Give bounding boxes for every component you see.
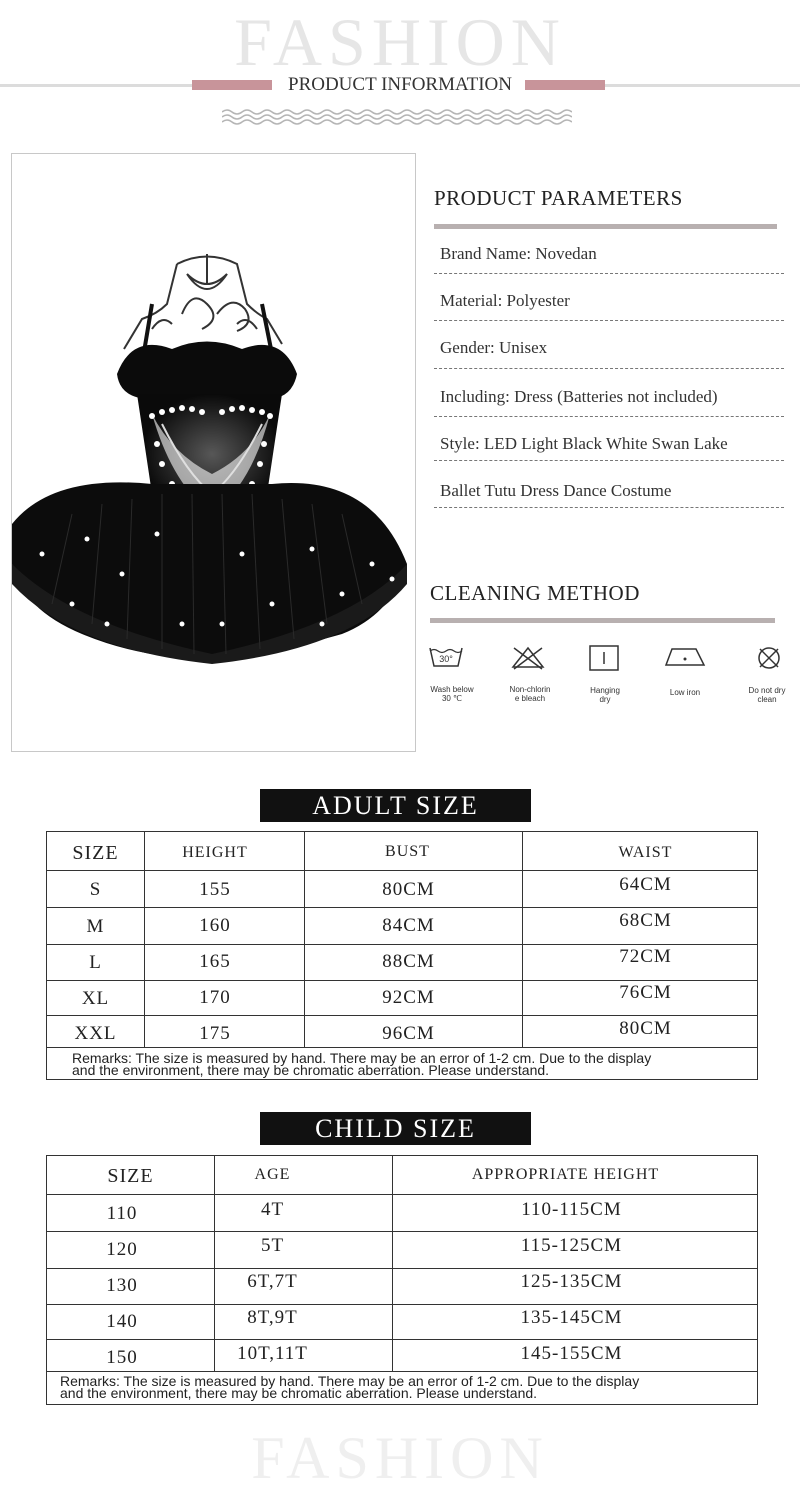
child-cell-age: 8T,9T bbox=[247, 1307, 298, 1328]
param-divider bbox=[434, 416, 784, 417]
header-accent-right bbox=[525, 80, 605, 90]
child-remark-line1: Remarks: The size is measured by hand. There may be an error of 1-2 cm. Due to the display bbox=[60, 1373, 640, 1389]
adult-cell-waist: 72CM bbox=[619, 946, 672, 967]
param-divider bbox=[434, 460, 784, 461]
adult-remark bbox=[72, 1052, 752, 1076]
param-divider bbox=[434, 320, 784, 321]
param-divider bbox=[434, 368, 784, 369]
adult-cell-bust: 96CM bbox=[382, 1023, 435, 1044]
cleaning-title-bar bbox=[430, 618, 775, 623]
param-divider bbox=[434, 273, 784, 274]
param-material: Material: Polyester bbox=[440, 291, 570, 310]
adult-header-waist: WAIST bbox=[618, 844, 673, 861]
wash-caption-line1: Wash below bbox=[430, 685, 474, 694]
adult-row-divider bbox=[46, 1015, 757, 1016]
param-style: Style: LED Light Black White Swan Lake bbox=[440, 434, 728, 453]
low-iron-icon bbox=[664, 645, 706, 669]
child-size-banner: CHILD SIZE bbox=[260, 1112, 531, 1145]
child-cell-height: 115-125CM bbox=[520, 1235, 623, 1256]
adult-cell-waist: 64CM bbox=[619, 874, 672, 895]
child-header-size: SIZE bbox=[107, 1165, 154, 1187]
dryclean-caption-line2: clean bbox=[757, 695, 777, 704]
header-subtitle: PRODUCT INFORMATION bbox=[288, 74, 512, 95]
param-gender: Gender: Unisex bbox=[440, 338, 548, 357]
adult-cell-size: S bbox=[89, 879, 102, 900]
wash-caption-line2: 30 ℃ bbox=[441, 694, 463, 703]
no-dry-clean-icon bbox=[756, 645, 782, 671]
bleach-caption-line1: Non-chlorin bbox=[509, 685, 551, 694]
child-cell-size: 120 bbox=[106, 1239, 138, 1260]
child-cell-size: 150 bbox=[106, 1347, 138, 1368]
adult-size-banner: ADULT SIZE bbox=[260, 789, 531, 822]
child-cell-height: 135-145CM bbox=[520, 1307, 623, 1328]
child-row-divider bbox=[46, 1371, 757, 1372]
adult-cell-size: XL bbox=[81, 988, 110, 1009]
adult-cell-height: 170 bbox=[199, 987, 231, 1008]
led-tutu-dress-illustration bbox=[12, 154, 415, 751]
child-cell-height: 110-115CM bbox=[521, 1199, 622, 1220]
parameters-title: PRODUCT PARAMETERS bbox=[434, 186, 683, 210]
child-header-age: AGE bbox=[254, 1166, 291, 1183]
adult-cell-waist: 76CM bbox=[619, 982, 672, 1003]
adult-cell-size: L bbox=[89, 952, 102, 973]
product-image bbox=[11, 153, 416, 752]
header-rule-left bbox=[0, 84, 192, 87]
wash-caption bbox=[422, 685, 482, 703]
dryclean-caption bbox=[737, 686, 797, 704]
child-row-divider bbox=[46, 1304, 757, 1305]
adult-cell-size: XXL bbox=[74, 1023, 117, 1044]
adult-cell-height: 165 bbox=[199, 951, 231, 972]
adult-cell-bust: 88CM bbox=[382, 951, 435, 972]
child-cell-age: 4T bbox=[260, 1199, 285, 1220]
child-cell-size: 140 bbox=[106, 1311, 138, 1332]
adult-row-divider bbox=[46, 870, 757, 871]
child-cell-age: 10T,11T bbox=[237, 1343, 308, 1364]
adult-cell-height: 160 bbox=[199, 915, 231, 936]
adult-header-height: HEIGHT bbox=[182, 844, 248, 861]
child-row-divider bbox=[46, 1194, 757, 1195]
child-cell-size: 130 bbox=[106, 1275, 138, 1296]
dryclean-caption-line1: Do not dry bbox=[748, 686, 786, 695]
wash-30-icon bbox=[428, 644, 464, 670]
iron-caption-line1: Low iron bbox=[669, 688, 701, 697]
bleach-caption-line2: e bleach bbox=[514, 694, 546, 703]
param-including: Including: Dress (Batteries not included) bbox=[440, 387, 718, 406]
adult-cell-size: M bbox=[86, 916, 105, 937]
header-rule-right bbox=[605, 84, 800, 87]
adult-cell-height: 175 bbox=[199, 1023, 231, 1044]
adult-remark-line1: Remarks: The size is measured by hand. There may be an error of 1-2 cm. Due to the display bbox=[72, 1050, 652, 1066]
adult-header-size: SIZE bbox=[72, 842, 119, 864]
header-accent-left bbox=[192, 80, 272, 90]
adult-row-divider bbox=[46, 1047, 757, 1048]
adult-cell-waist: 68CM bbox=[619, 910, 672, 931]
bleach-caption bbox=[500, 685, 560, 703]
no-bleach-icon bbox=[510, 645, 546, 671]
child-row-divider bbox=[46, 1231, 757, 1232]
param-divider bbox=[434, 507, 784, 508]
adult-row-divider bbox=[46, 944, 757, 945]
child-header-height: APPROPRIATE HEIGHT bbox=[471, 1166, 660, 1183]
param-style-cont: Ballet Tutu Dress Dance Costume bbox=[440, 481, 672, 500]
wash-temp-label: 30° bbox=[439, 654, 453, 664]
cleaning-title: CLEANING METHOD bbox=[430, 581, 640, 605]
hang-caption bbox=[575, 686, 635, 704]
parameters-title-bar bbox=[434, 224, 777, 229]
child-cell-height: 125-135CM bbox=[520, 1271, 623, 1292]
child-remark-line2: and the environment, there may be chromatic aberration. Please understand. bbox=[60, 1385, 538, 1401]
wave-ornament bbox=[222, 108, 572, 126]
child-remark bbox=[60, 1375, 750, 1399]
adult-cell-waist: 80CM bbox=[619, 1018, 672, 1039]
param-brand: Brand Name: Novedan bbox=[440, 244, 597, 263]
adult-row-divider bbox=[46, 980, 757, 981]
child-row-divider bbox=[46, 1268, 757, 1269]
adult-remark-line2: and the environment, there may be chromatic aberration. Please understand. bbox=[72, 1062, 550, 1078]
iron-caption bbox=[655, 688, 715, 697]
hang-caption-line1: Hanging bbox=[590, 686, 620, 695]
hang-dry-icon bbox=[588, 644, 620, 672]
footer-fashion-watermark: FASHION bbox=[251, 1425, 549, 1491]
child-cell-size: 110 bbox=[106, 1203, 138, 1224]
adult-header-bust: BUST bbox=[385, 843, 430, 860]
adult-cell-bust: 80CM bbox=[382, 879, 435, 900]
adult-cell-bust: 84CM bbox=[382, 915, 435, 936]
child-row-divider bbox=[46, 1339, 757, 1340]
adult-row-divider bbox=[46, 907, 757, 908]
adult-cell-height: 155 bbox=[199, 879, 231, 900]
fashion-title: FASHION bbox=[234, 4, 566, 80]
hang-caption-line2: dry bbox=[599, 695, 611, 704]
child-cell-age: 5T bbox=[260, 1235, 285, 1256]
child-cell-age: 6T,7T bbox=[247, 1271, 298, 1292]
child-cell-height: 145-155CM bbox=[520, 1343, 623, 1364]
adult-cell-bust: 92CM bbox=[382, 987, 435, 1008]
